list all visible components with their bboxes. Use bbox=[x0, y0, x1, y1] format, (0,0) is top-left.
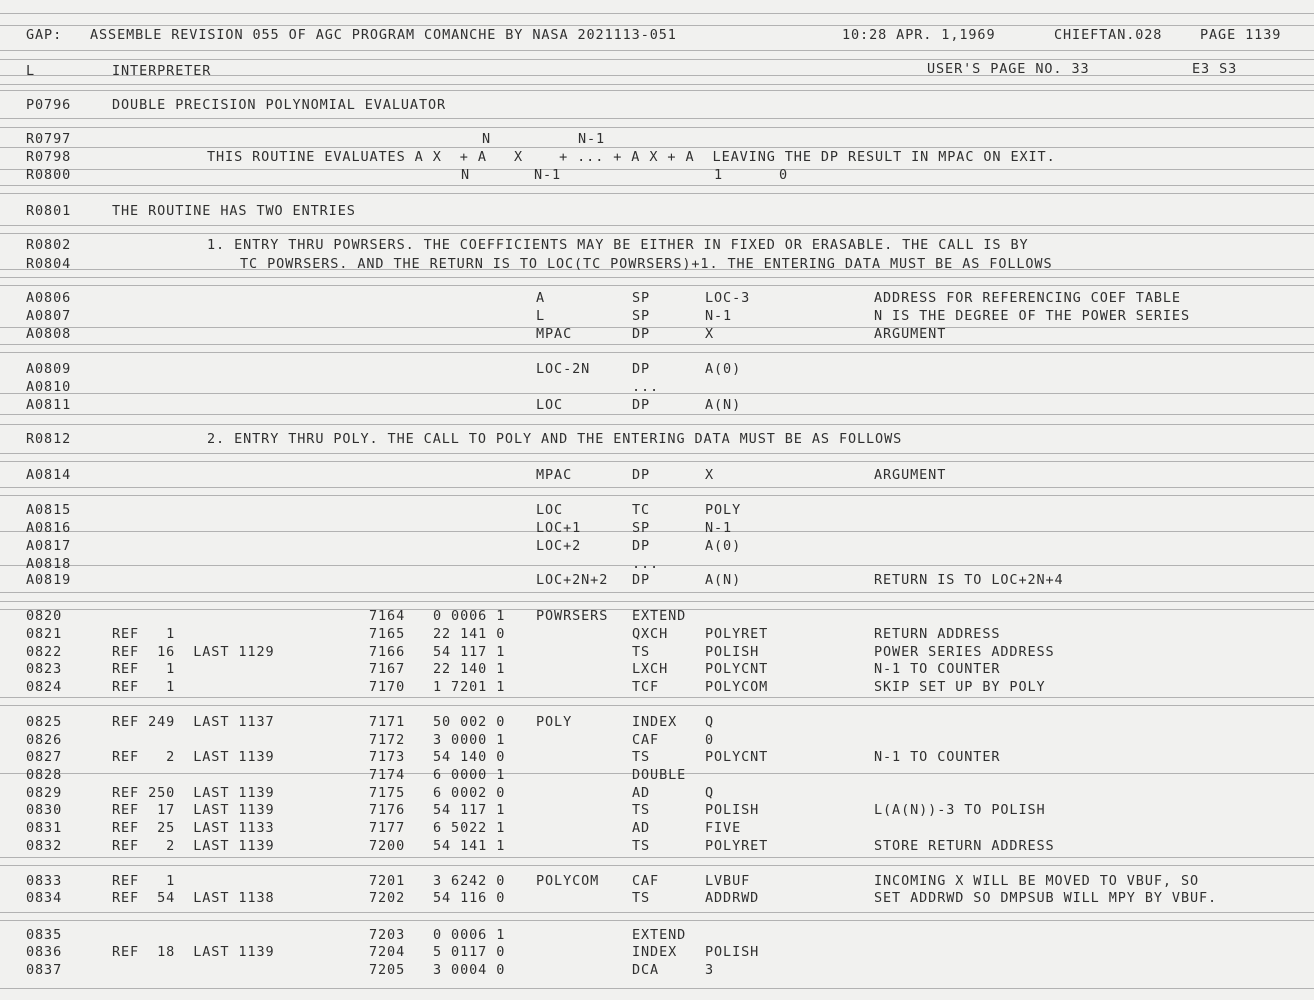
rule-line bbox=[0, 857, 1314, 858]
opcode: DP bbox=[632, 361, 651, 377]
opcode: TS bbox=[632, 890, 651, 906]
opcode: DP bbox=[632, 326, 651, 342]
octal-word: 22 141 0 bbox=[433, 626, 506, 642]
line-number: A0809 bbox=[26, 361, 72, 377]
log-section-name: INTERPRETER bbox=[112, 63, 212, 79]
line-number: 0820 bbox=[26, 608, 63, 624]
line-number: 0830 bbox=[26, 802, 63, 818]
rule-line bbox=[0, 865, 1314, 866]
memory-address: 7205 bbox=[369, 962, 406, 978]
rule-line bbox=[0, 414, 1314, 415]
reference-count: REF 2 LAST 1139 bbox=[112, 749, 275, 765]
reference-count: REF 1 bbox=[112, 626, 176, 642]
memory-address: 7200 bbox=[369, 838, 406, 854]
opcode: ... bbox=[632, 379, 660, 395]
rule-line bbox=[0, 912, 1314, 913]
line-number: 0822 bbox=[26, 644, 63, 660]
memory-address: 7201 bbox=[369, 873, 406, 889]
reference-count: REF 1 bbox=[112, 679, 176, 695]
operand: POLYCNT bbox=[705, 661, 769, 677]
octal-word: 3 0000 1 bbox=[433, 732, 506, 748]
reference-count: REF 1 bbox=[112, 873, 176, 889]
opcode: CAF bbox=[632, 732, 660, 748]
reference-count: REF 54 LAST 1138 bbox=[112, 890, 275, 906]
line-number: 0831 bbox=[26, 820, 63, 836]
octal-word: 54 141 1 bbox=[433, 838, 506, 854]
operand: Q bbox=[705, 785, 715, 801]
opcode: DOUBLE bbox=[632, 767, 687, 783]
symbol-label: LOC+2 bbox=[536, 538, 582, 554]
operand: POLY bbox=[705, 502, 742, 518]
gap-label: GAP: bbox=[26, 27, 63, 43]
octal-word: 54 116 0 bbox=[433, 890, 506, 906]
rule-line bbox=[0, 185, 1314, 186]
file-name: CHIEFTAN.028 bbox=[1054, 27, 1163, 43]
rule-line bbox=[0, 988, 1314, 989]
line-number: A0819 bbox=[26, 572, 72, 588]
octal-word: 6 5022 1 bbox=[433, 820, 506, 836]
rule-line bbox=[0, 920, 1314, 921]
line-number: A0810 bbox=[26, 379, 72, 395]
symbol-label: LOC bbox=[536, 502, 564, 518]
memory-address: 7177 bbox=[369, 820, 406, 836]
rule-line bbox=[0, 90, 1314, 91]
line-comment: N-1 TO COUNTER bbox=[874, 661, 1001, 677]
operand: LVBUF bbox=[705, 873, 751, 889]
rule-line bbox=[0, 327, 1314, 328]
line-comment: N IS THE DEGREE OF THE POWER SERIES bbox=[874, 308, 1190, 324]
page-number: PAGE 1139 bbox=[1200, 27, 1282, 43]
users-page-number: USER'S PAGE NO. 33 bbox=[927, 61, 1090, 77]
rule-line bbox=[0, 169, 1314, 170]
comment-text: THE ROUTINE HAS TWO ENTRIES bbox=[112, 203, 356, 219]
line-number: 0827 bbox=[26, 749, 63, 765]
memory-address: 7166 bbox=[369, 644, 406, 660]
operand: POLISH bbox=[705, 944, 760, 960]
opcode: AD bbox=[632, 820, 651, 836]
line-number: A0811 bbox=[26, 397, 72, 413]
rule-line bbox=[0, 193, 1314, 194]
line-number: 0837 bbox=[26, 962, 63, 978]
rule-line bbox=[0, 25, 1314, 26]
opcode: TS bbox=[632, 644, 651, 660]
symbol-label: LOC bbox=[536, 397, 564, 413]
octal-word: 6 0000 1 bbox=[433, 767, 506, 783]
operand: N-1 bbox=[705, 308, 733, 324]
operand: Q bbox=[705, 714, 715, 730]
line-number: R0798 bbox=[26, 149, 72, 165]
operand: POLYCOM bbox=[705, 679, 769, 695]
rule-line bbox=[0, 495, 1314, 496]
rule-line bbox=[0, 344, 1314, 345]
operand: 0 bbox=[705, 732, 715, 748]
octal-word: 6 0002 0 bbox=[433, 785, 506, 801]
line-number: A0806 bbox=[26, 290, 72, 306]
octal-word: 54 117 1 bbox=[433, 802, 506, 818]
line-comment: RETURN ADDRESS bbox=[874, 626, 1001, 642]
symbol-label: POWRSERS bbox=[536, 608, 609, 624]
rule-line bbox=[0, 118, 1314, 119]
reference-count: REF 17 LAST 1139 bbox=[112, 802, 275, 818]
line-comment: SET ADDRWD SO DMPSUB WILL MPY BY VBUF. bbox=[874, 890, 1218, 906]
line-comment: POWER SERIES ADDRESS bbox=[874, 644, 1055, 660]
opcode: EXTEND bbox=[632, 608, 687, 624]
operand: X bbox=[705, 326, 715, 342]
rule-line bbox=[0, 461, 1314, 462]
rule-line bbox=[0, 50, 1314, 51]
rule-line bbox=[0, 453, 1314, 454]
memory-address: 7204 bbox=[369, 944, 406, 960]
operand: POLISH bbox=[705, 644, 760, 660]
reference-count: REF 25 LAST 1133 bbox=[112, 820, 275, 836]
rule-line bbox=[0, 424, 1314, 425]
comment-text: TC POWRSERS. AND THE RETURN IS TO LOC(TC POWRSERS)+1. THE ENTERING DATA MUST BE AS FOLLOWS bbox=[240, 256, 1053, 272]
opcode: TS bbox=[632, 749, 651, 765]
octal-word: 3 6242 0 bbox=[433, 873, 506, 889]
symbol-label: L bbox=[536, 308, 546, 324]
rule-line bbox=[0, 233, 1314, 234]
opcode: DP bbox=[632, 538, 651, 554]
line-number: 0828 bbox=[26, 767, 63, 783]
operand: A(N) bbox=[705, 572, 742, 588]
line-comment: L(A(N))-3 TO POLISH bbox=[874, 802, 1046, 818]
rule-line bbox=[0, 697, 1314, 698]
memory-address: 7203 bbox=[369, 927, 406, 943]
operand: A(N) bbox=[705, 397, 742, 413]
line-number: A0816 bbox=[26, 520, 72, 536]
rule-line bbox=[0, 601, 1314, 602]
operand: ADDRWD bbox=[705, 890, 760, 906]
memory-address: 7174 bbox=[369, 767, 406, 783]
line-number: R0802 bbox=[26, 237, 72, 253]
rule-line bbox=[0, 127, 1314, 128]
memory-address: 7165 bbox=[369, 626, 406, 642]
opcode: SP bbox=[632, 520, 651, 536]
opcode: QXCH bbox=[632, 626, 669, 642]
line-comment: ARGUMENT bbox=[874, 467, 947, 483]
reference-count: REF 249 LAST 1137 bbox=[112, 714, 275, 730]
opcode: LXCH bbox=[632, 661, 669, 677]
opcode: TCF bbox=[632, 679, 660, 695]
line-number: 0821 bbox=[26, 626, 63, 642]
symbol-label: MPAC bbox=[536, 467, 573, 483]
rule-line bbox=[0, 592, 1314, 593]
octal-word: 0 0006 1 bbox=[433, 927, 506, 943]
opcode: AD bbox=[632, 785, 651, 801]
line-number: R0797 bbox=[26, 131, 72, 147]
operand: A(0) bbox=[705, 538, 742, 554]
opcode: TS bbox=[632, 838, 651, 854]
opcode: DP bbox=[632, 467, 651, 483]
symbol-label: POLYCOM bbox=[536, 873, 600, 889]
operand: POLISH bbox=[705, 802, 760, 818]
subscript-text: N-1 bbox=[534, 167, 562, 183]
line-number: 0829 bbox=[26, 785, 63, 801]
rule-line bbox=[0, 285, 1314, 286]
reference-count: REF 1 bbox=[112, 661, 176, 677]
opcode: INDEX bbox=[632, 944, 678, 960]
reference-count: REF 2 LAST 1139 bbox=[112, 838, 275, 854]
line-comment: ARGUMENT bbox=[874, 326, 947, 342]
memory-address: 7202 bbox=[369, 890, 406, 906]
line-comment: INCOMING X WILL BE MOVED TO VBUF, SO bbox=[874, 873, 1199, 889]
opcode: SP bbox=[632, 290, 651, 306]
operand: X bbox=[705, 467, 715, 483]
line-number: 0836 bbox=[26, 944, 63, 960]
line-comment: RETURN IS TO LOC+2N+4 bbox=[874, 572, 1064, 588]
opcode: DP bbox=[632, 397, 651, 413]
octal-word: 22 140 1 bbox=[433, 661, 506, 677]
log-section-letter: L bbox=[26, 63, 36, 79]
octal-word: 54 140 0 bbox=[433, 749, 506, 765]
memory-address: 7172 bbox=[369, 732, 406, 748]
rule-line bbox=[0, 352, 1314, 353]
line-comment: ADDRESS FOR REFERENCING COEF TABLE bbox=[874, 290, 1181, 306]
line-number: 0832 bbox=[26, 838, 63, 854]
opcode: ... bbox=[632, 556, 660, 572]
line-number: R0804 bbox=[26, 256, 72, 272]
line-number: A0815 bbox=[26, 502, 72, 518]
comment-text: 2. ENTRY THRU POLY. THE CALL TO POLY AND THE ENTERING DATA MUST BE AS FOLLOWS bbox=[207, 431, 903, 447]
memory-address: 7164 bbox=[369, 608, 406, 624]
rule-line bbox=[0, 487, 1314, 488]
rule-line bbox=[0, 84, 1314, 85]
octal-word: 3 0004 0 bbox=[433, 962, 506, 978]
line-number: R0800 bbox=[26, 167, 72, 183]
line-number: 0826 bbox=[26, 732, 63, 748]
line-number: 0835 bbox=[26, 927, 63, 943]
symbol-label: POLY bbox=[536, 714, 573, 730]
line-number: A0808 bbox=[26, 326, 72, 342]
operand: POLYRET bbox=[705, 838, 769, 854]
timestamp: 10:28 APR. 1,1969 bbox=[842, 27, 996, 43]
line-number: R0801 bbox=[26, 203, 72, 219]
memory-address: 7176 bbox=[369, 802, 406, 818]
memory-address: 7171 bbox=[369, 714, 406, 730]
opcode: TS bbox=[632, 802, 651, 818]
comment-text: 1. ENTRY THRU POWRSERS. THE COEFFICIENTS MAY BE EITHER IN FIXED OR ERASABLE. THE CALL IS BY bbox=[207, 237, 1029, 253]
operand: POLYCNT bbox=[705, 749, 769, 765]
rule-line bbox=[0, 531, 1314, 532]
reference-count: REF 250 LAST 1139 bbox=[112, 785, 275, 801]
bank-code: E3 S3 bbox=[1192, 61, 1238, 77]
rule-line bbox=[0, 705, 1314, 706]
octal-word: 5 0117 0 bbox=[433, 944, 506, 960]
opcode: SP bbox=[632, 308, 651, 324]
octal-word: 50 002 0 bbox=[433, 714, 506, 730]
line-number: 0823 bbox=[26, 661, 63, 677]
superscript-text: N bbox=[482, 131, 492, 147]
reference-count: REF 16 LAST 1129 bbox=[112, 644, 275, 660]
operand: 3 bbox=[705, 962, 715, 978]
line-number: 0824 bbox=[26, 679, 63, 695]
octal-word: 1 7201 1 bbox=[433, 679, 506, 695]
memory-address: 7167 bbox=[369, 661, 406, 677]
line-number: P0796 bbox=[26, 97, 72, 113]
rule-line bbox=[0, 59, 1314, 60]
line-comment: STORE RETURN ADDRESS bbox=[874, 838, 1055, 854]
line-number: 0833 bbox=[26, 873, 63, 889]
octal-word: 54 117 1 bbox=[433, 644, 506, 660]
operand: POLYRET bbox=[705, 626, 769, 642]
comment-text: THIS ROUTINE EVALUATES A X + A X + ... + A X + A LEAVING THE DP RESULT IN MPAC ON EXIT. bbox=[207, 149, 1056, 165]
comment-text: DOUBLE PRECISION POLYNOMIAL EVALUATOR bbox=[112, 97, 447, 113]
line-number: 0834 bbox=[26, 890, 63, 906]
rule-line bbox=[0, 147, 1314, 148]
line-number: A0818 bbox=[26, 556, 72, 572]
assembly-title: ASSEMBLE REVISION 055 OF AGC PROGRAM COMANCHE BY NASA 2021113-051 bbox=[90, 27, 677, 43]
line-number: A0814 bbox=[26, 467, 72, 483]
octal-word: 0 0006 1 bbox=[433, 608, 506, 624]
rule-line bbox=[0, 225, 1314, 226]
reference-count: REF 18 LAST 1139 bbox=[112, 944, 275, 960]
line-comment: SKIP SET UP BY POLY bbox=[874, 679, 1046, 695]
symbol-label: LOC+1 bbox=[536, 520, 582, 536]
line-comment: N-1 TO COUNTER bbox=[874, 749, 1001, 765]
opcode: EXTEND bbox=[632, 927, 687, 943]
symbol-label: A bbox=[536, 290, 546, 306]
opcode: DP bbox=[632, 572, 651, 588]
operand: FIVE bbox=[705, 820, 742, 836]
operand: LOC-3 bbox=[705, 290, 751, 306]
subscript-text: 0 bbox=[779, 167, 789, 183]
opcode: CAF bbox=[632, 873, 660, 889]
superscript-text: N-1 bbox=[578, 131, 606, 147]
opcode: DCA bbox=[632, 962, 660, 978]
line-number: A0807 bbox=[26, 308, 72, 324]
line-number: R0812 bbox=[26, 431, 72, 447]
memory-address: 7175 bbox=[369, 785, 406, 801]
rule-line bbox=[0, 13, 1314, 14]
symbol-label: MPAC bbox=[536, 326, 573, 342]
line-number: A0817 bbox=[26, 538, 72, 554]
memory-address: 7170 bbox=[369, 679, 406, 695]
line-number: 0825 bbox=[26, 714, 63, 730]
opcode: TC bbox=[632, 502, 651, 518]
rule-line bbox=[0, 277, 1314, 278]
memory-address: 7173 bbox=[369, 749, 406, 765]
subscript-text: N bbox=[461, 167, 471, 183]
symbol-label: LOC-2N bbox=[536, 361, 591, 377]
subscript-text: 1 bbox=[714, 167, 724, 183]
operand: A(0) bbox=[705, 361, 742, 377]
symbol-label: LOC+2N+2 bbox=[536, 572, 609, 588]
operand: N-1 bbox=[705, 520, 733, 536]
opcode: INDEX bbox=[632, 714, 678, 730]
